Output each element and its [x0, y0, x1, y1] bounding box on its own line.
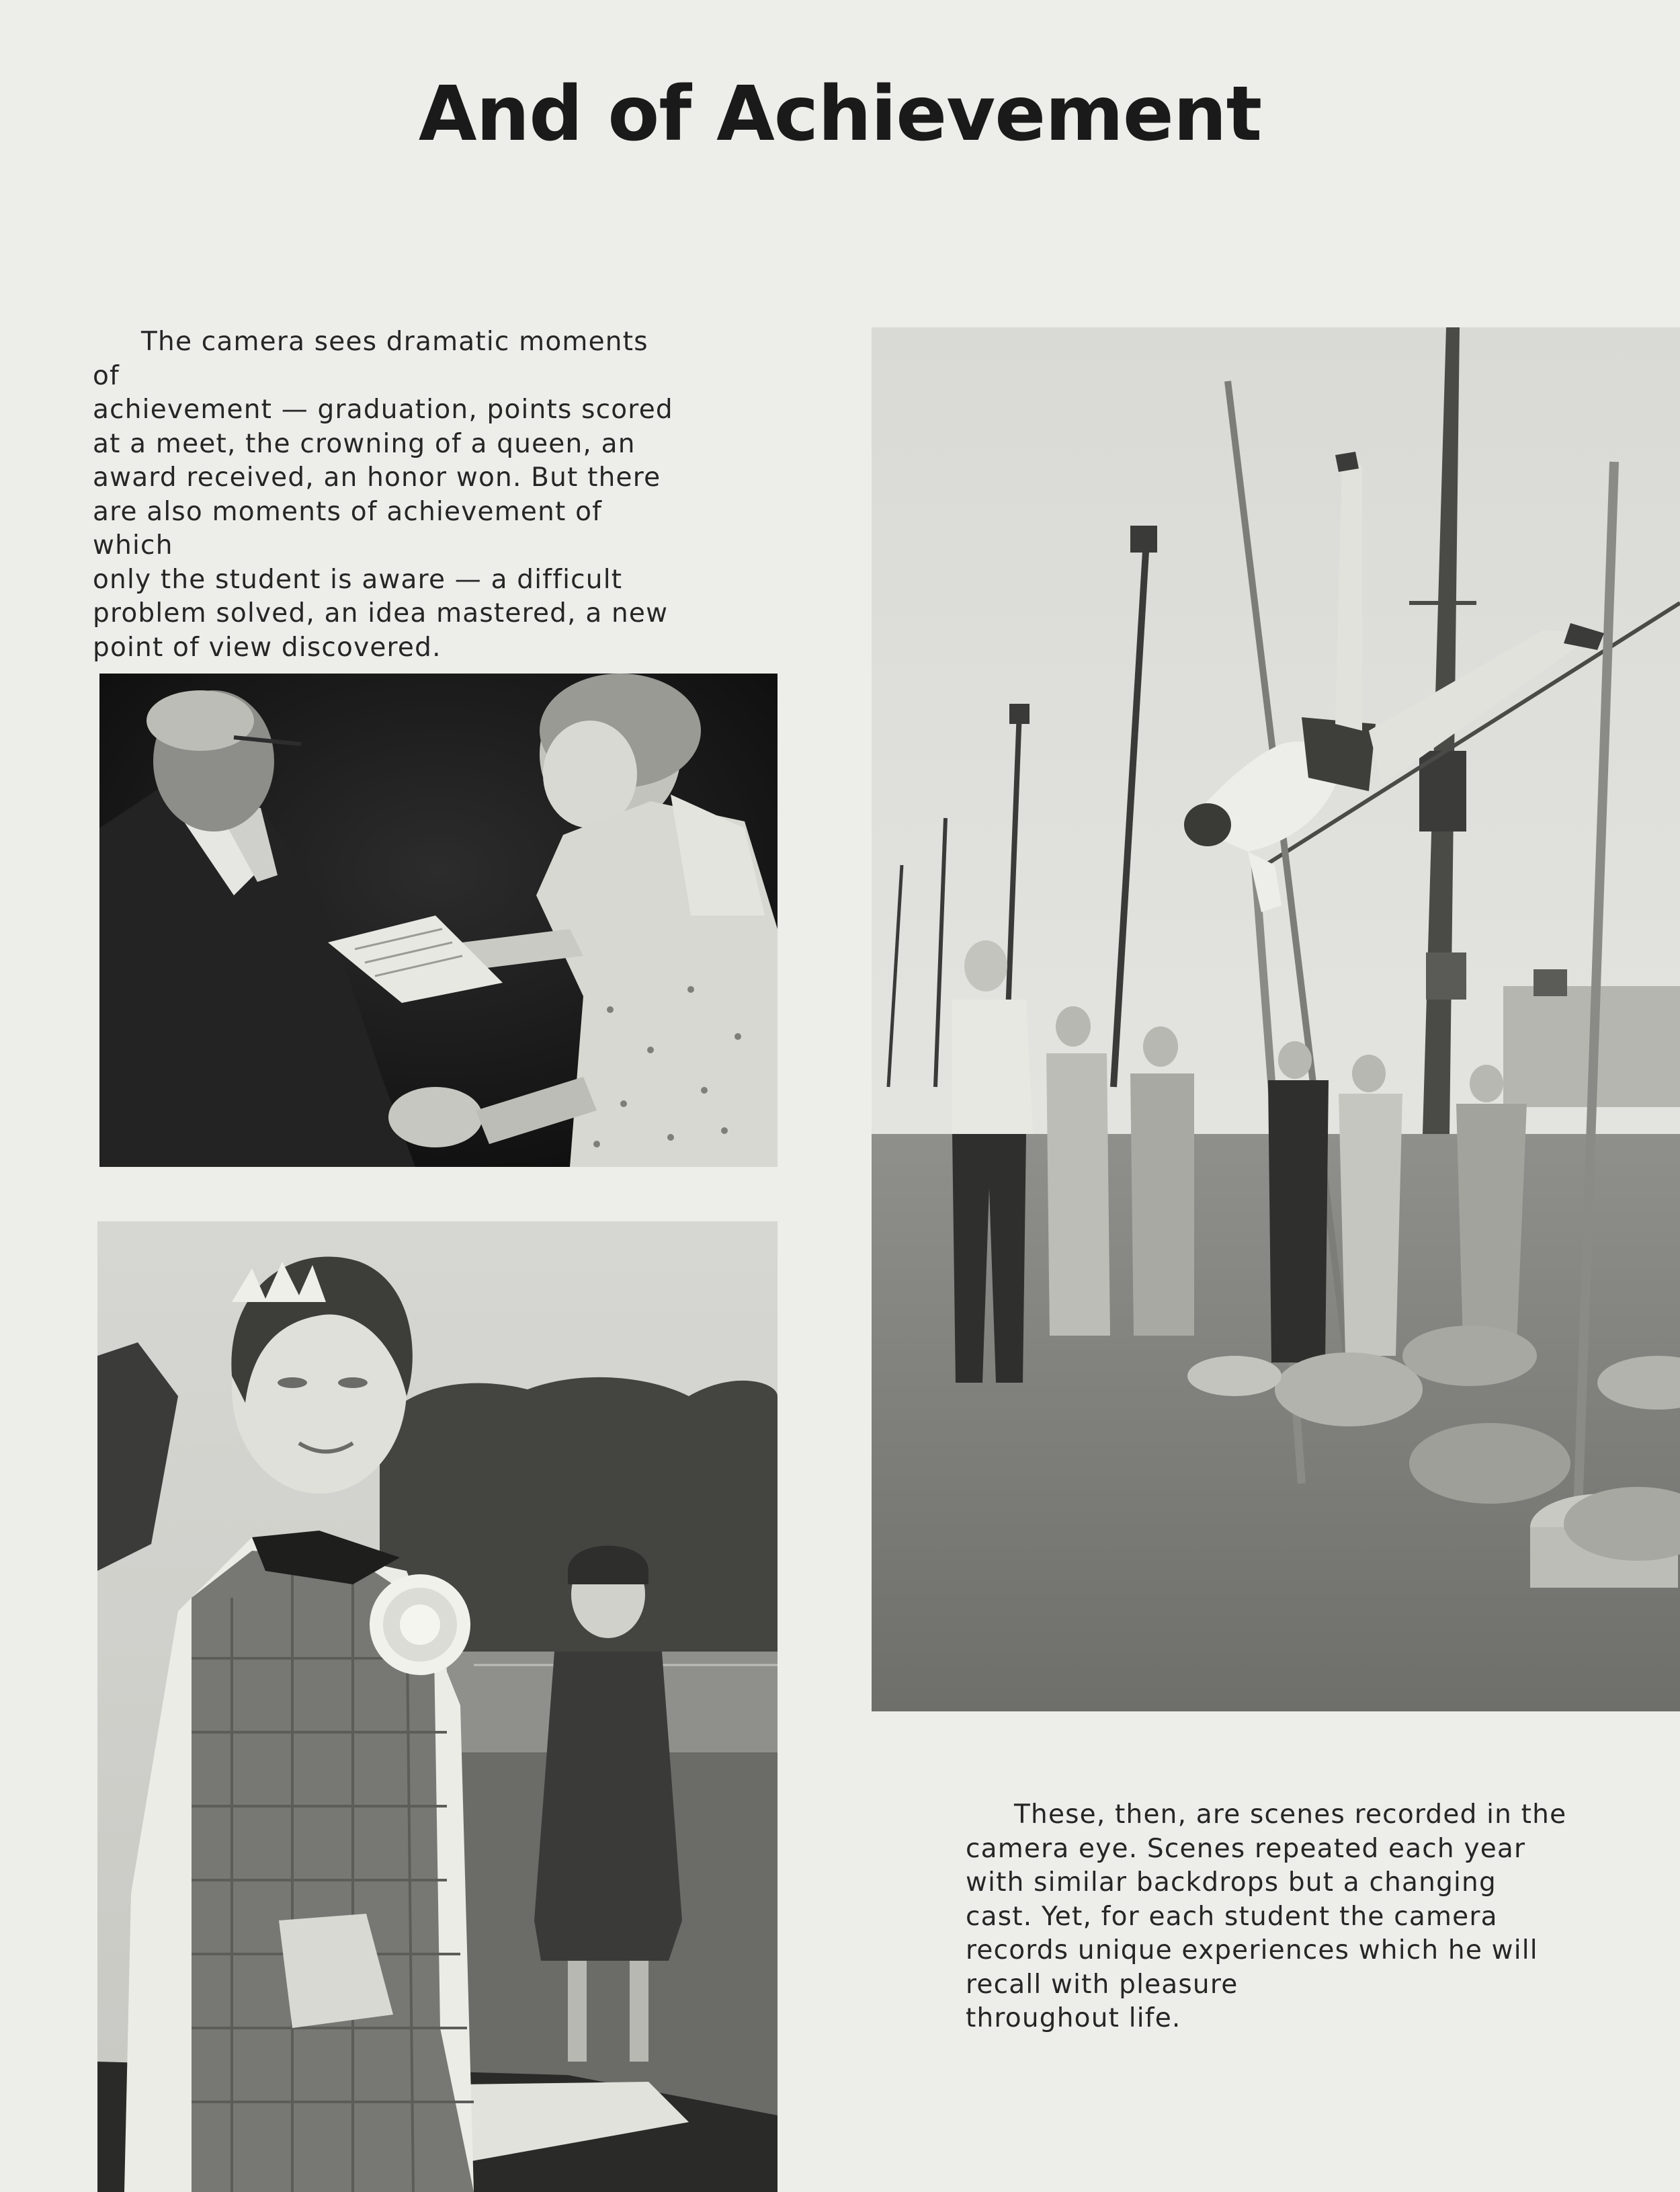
- intro-line: achievement — graduation, points scored: [93, 395, 673, 425]
- outro-line: recall with pleasure: [966, 1969, 1238, 2000]
- page-title: And of Achievement: [418, 71, 1262, 158]
- pole-vault-illustration: [872, 327, 1680, 1711]
- intro-line: award received, an honor won. But there: [93, 462, 661, 493]
- queen-photo-illustration: [97, 1221, 778, 2192]
- intro-line: only the student is aware — a difficult: [93, 564, 623, 595]
- intro-line: problem solved, an idea mastered, a new: [93, 598, 669, 628]
- intro-line: are also moments of achievement of which: [93, 496, 603, 561]
- graduation-handshake-photo: [99, 674, 778, 1167]
- intro-line: The camera sees dramatic moments of: [93, 327, 648, 391]
- outro-line: throughout life.: [966, 2003, 1181, 2033]
- outro-paragraph: [966, 1798, 1570, 2036]
- intro-line: at a meet, the crowning of a queen, an: [93, 428, 636, 459]
- outro-line: camera eye. Scenes repeated each year: [966, 1833, 1526, 1864]
- outro-line: records unique experiences which he will: [966, 1935, 1538, 1965]
- pole-vault-photo: [872, 327, 1680, 1711]
- intro-line: point of view discovered.: [93, 632, 442, 663]
- graduation-photo-illustration: [99, 674, 778, 1167]
- homecoming-queen-photo: [97, 1221, 778, 2192]
- intro-paragraph: [93, 325, 684, 665]
- outro-line: These, then, are scenes recorded in the: [1014, 1799, 1567, 1830]
- outro-line: cast. Yet, for each student the camera: [966, 1901, 1498, 1932]
- outro-line: with similar backdrops but a changing: [966, 1867, 1497, 1898]
